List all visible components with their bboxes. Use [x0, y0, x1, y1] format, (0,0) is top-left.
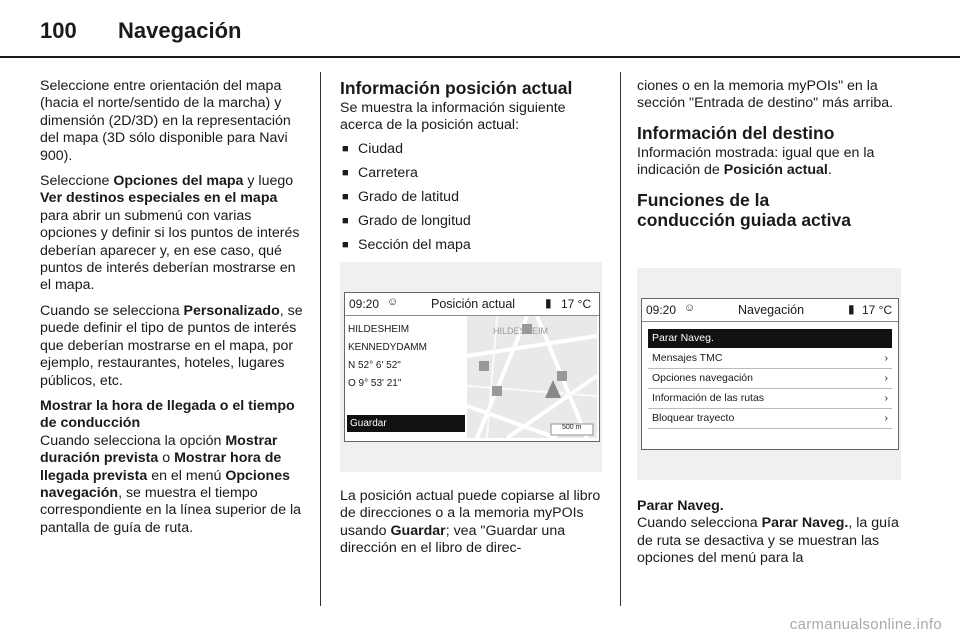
column-1	[40, 78, 306, 545]
column-3-bottom	[637, 498, 905, 576]
poi-icon	[492, 386, 502, 396]
subheading: Mostrar la hora de llegada o el tiempo de conducción	[40, 397, 295, 432]
clock: 09:20	[349, 297, 380, 311]
device-screen	[641, 298, 899, 450]
page-title: Navegación	[118, 18, 242, 43]
section-heading: Funciones de la conducción guiada activa	[637, 189, 851, 230]
device-screen	[344, 292, 600, 442]
screenshot-navigation-menu	[637, 268, 901, 480]
thermometer-icon: ▮	[545, 296, 552, 310]
list-item: ■ Sección del mapa	[340, 237, 604, 254]
list-item: ■ Grado de latitud	[340, 189, 604, 206]
list-item: ■ Grado de longitud	[340, 213, 604, 230]
chevron-right-icon: ›	[884, 372, 888, 384]
section-heading: Información posición actual	[340, 78, 573, 98]
poi-icon	[479, 361, 489, 371]
save-button[interactable]: Guardar	[347, 415, 465, 432]
list-item: ■ Ciudad	[340, 141, 604, 158]
column-2-bottom	[340, 488, 604, 566]
street-line: KENNEDYDAMM	[348, 342, 427, 353]
menu-item-route-info[interactable]: Información de las rutas ›	[648, 389, 892, 409]
paragraph: Cuando selecciona la opción Mostrar duración prevista o Mostrar hora de llegada prevista en el menú Opciones navegación, se muestra el tiempo correspondiente en la línea superior de la pantalla de guía de ruta.	[40, 432, 302, 536]
bullet-list	[340, 141, 604, 254]
column-3	[637, 78, 905, 232]
paragraph: La posición actual puede copiarse al libro de direcciones o a la memoria myPOIs usando Guardar; vea "Guardar una dirección en el libro de direc-	[340, 488, 601, 557]
column-divider	[620, 72, 621, 606]
page-header	[40, 18, 242, 44]
position-info	[348, 321, 427, 393]
status-bar	[642, 299, 898, 322]
list-item: ■ Carretera	[340, 165, 604, 182]
subheading: Parar Naveg.	[637, 498, 724, 514]
menu-item-stop-navigation[interactable]: Parar Naveg.	[648, 329, 892, 348]
city-line: HILDESHEIM	[348, 324, 410, 335]
screenshot-position	[340, 262, 602, 472]
column-2	[340, 78, 604, 261]
paragraph: Seleccione entre orientación del mapa (hacia el norte/sentido de la marcha) y dimensión (2D/3D) en la representación del mapa (3D sólo disponible para Navi 900).	[40, 78, 291, 164]
menu-item-block-route[interactable]: Bloquear trayecto ›	[648, 409, 892, 429]
paragraph: Cuando selecciona Parar Naveg., la guía de ruta se desactiva y se muestran las opciones del menú para la	[637, 515, 899, 567]
paragraph: Seleccione Opciones del mapa y luego Ver destinos especiales en el mapa para abrir un submenú con varias opciones y definir si los puntos de interés deberían aparecer y, en ese caso, qué puntos de interés deberían mostrarse en el mapa.	[40, 173, 300, 294]
chevron-right-icon: ›	[884, 412, 888, 424]
header-rule	[0, 56, 960, 58]
screen-title: Posición actual	[431, 297, 516, 311]
status-bar	[345, 293, 599, 316]
column-divider	[320, 72, 321, 606]
paragraph: ciones o en la memoria myPOIs" en la sección "Entrada de destino" más arriba.	[637, 78, 894, 112]
poi-icon	[557, 371, 567, 381]
paragraph: Información mostrada: igual que en la indicación de Posición actual.	[637, 144, 875, 179]
paragraph: Se muestra la información siguiente acerca de la posición actual:	[340, 100, 566, 134]
latitude-line: N 52° 6' 52"	[348, 360, 401, 371]
clock: 09:20	[646, 303, 677, 317]
thermometer-icon: ▮	[848, 302, 855, 316]
paragraph: Cuando se selecciona Personalizado, se puede definir el tipo de puntos de interés que deberían mostrarse en el mapa, por ejemplo, restaurantes, hoteles, lugares públicos, etc.	[40, 302, 303, 389]
temperature: 17 °C	[862, 303, 893, 317]
menu-item-navigation-options[interactable]: Opciones navegación ›	[648, 369, 892, 389]
chevron-right-icon: ›	[884, 392, 888, 404]
screen-title: Navegación	[738, 303, 805, 317]
page-number: 100	[40, 18, 77, 43]
longitude-line: O 9° 53' 21"	[348, 378, 402, 389]
watermark: carmanualsonline.info	[789, 616, 942, 633]
map-city-label: HILDESHEIM	[493, 326, 549, 336]
temperature: 17 °C	[561, 297, 592, 311]
map-scale: 500 m	[562, 424, 582, 431]
nav-status-icon: ☺	[684, 302, 696, 314]
nav-status-icon: ☺	[387, 296, 399, 308]
menu-item-tmc-messages[interactable]: Mensajes TMC ›	[648, 349, 892, 369]
section-heading: Información del destino	[637, 122, 835, 143]
chevron-right-icon: ›	[884, 352, 888, 364]
